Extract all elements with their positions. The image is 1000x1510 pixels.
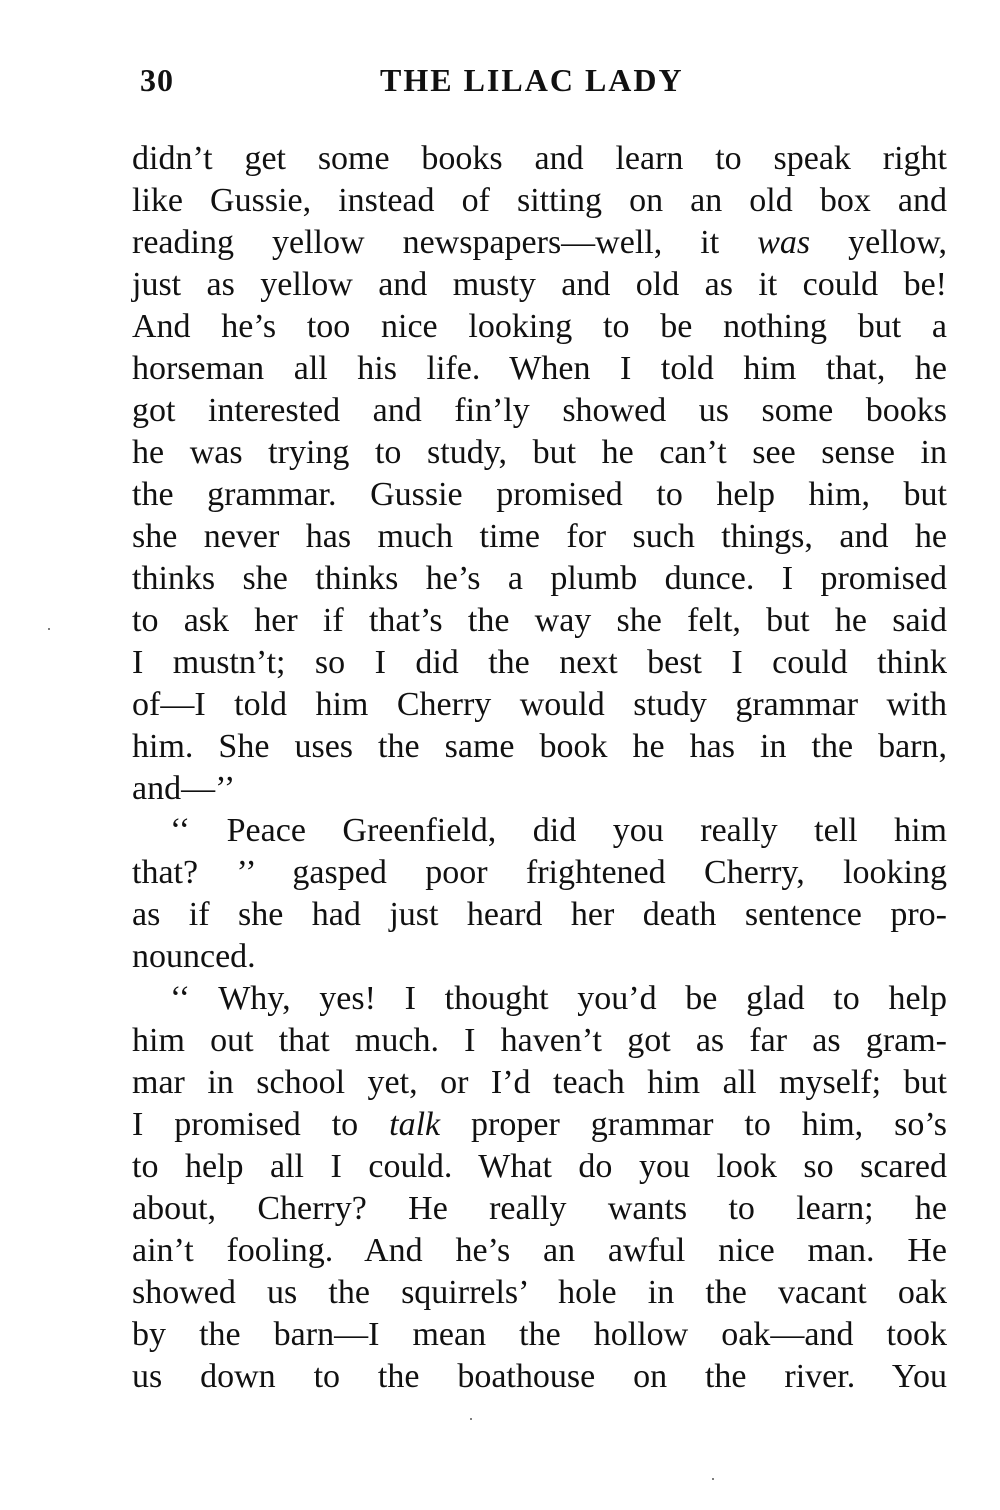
text-line: ain’t fooling. And he’s an awful nice man. He <box>132 1232 947 1269</box>
text-line: of—I told him Cherry would study grammar with <box>132 686 947 723</box>
text-line: showed us the squirrels’ hole in the vacant oak <box>132 1274 947 1311</box>
emphasis: was <box>757 224 811 261</box>
text-line: got interested and fin’ly showed us some books <box>132 392 947 429</box>
text-line: he was trying to study, but he can’t see sense in <box>132 434 947 471</box>
body-text <box>132 138 947 1398</box>
text-line: just as yellow and musty and old as it could be! <box>132 266 947 303</box>
text-line: horseman all his life. When I told him that, he <box>132 350 947 387</box>
page-number: 30 <box>140 62 174 98</box>
page-header <box>140 62 950 102</box>
text-line: us down to the boathouse on the river. You <box>132 1358 947 1395</box>
text-line: thinks she thinks he’s a plumb dunce. I promised <box>132 560 947 597</box>
scan-speck <box>712 1478 714 1480</box>
text-line: I mustn’t; so I did the next best I could think <box>132 644 947 681</box>
text-line: the grammar. Gussie promised to help him, but <box>132 476 947 513</box>
text-line: him out that much. I haven’t got as far as gram- <box>132 1022 947 1059</box>
text-line: that? ’’ gasped poor frightened Cherry, looking <box>132 854 947 891</box>
text-line: ‘‘ Peace Greenfield, did you really tell him <box>170 812 947 849</box>
text-line: nounced. <box>132 938 256 975</box>
text-line: ‘‘ Why, yes! I thought you’d be glad to help <box>170 980 947 1017</box>
text-line: mar in school yet, or I’d teach him all myself; but <box>132 1064 947 1101</box>
text-line: didn’t get some books and learn to speak right <box>132 140 947 177</box>
scan-speck <box>48 628 50 630</box>
text-line: and—’’ <box>132 770 236 807</box>
emphasis: talk <box>389 1106 441 1143</box>
text-line: she never has much time for such things, and he <box>132 518 947 555</box>
text-line: to ask her if that’s the way she felt, but he said <box>132 602 947 639</box>
text-line: about, Cherry? He really wants to learn; he <box>132 1190 947 1227</box>
text-line: as if she had just heard her death sentence pro- <box>132 896 947 933</box>
running-title: THE LILAC LADY <box>380 62 684 98</box>
text-line: him. She uses the same book he has in the barn, <box>132 728 947 765</box>
text-line: like Gussie, instead of sitting on an old box and <box>132 182 947 219</box>
text-line: I promised to talk proper grammar to him, so’s <box>132 1106 947 1143</box>
text-line: by the barn—I mean the hollow oak—and took <box>132 1316 947 1353</box>
scan-speck <box>470 1418 472 1420</box>
text-line: to help all I could. What do you look so scared <box>132 1148 947 1185</box>
text-line: And he’s too nice looking to be nothing but a <box>132 308 947 345</box>
text-line: reading yellow newspapers—well, it was yellow, <box>132 224 947 261</box>
